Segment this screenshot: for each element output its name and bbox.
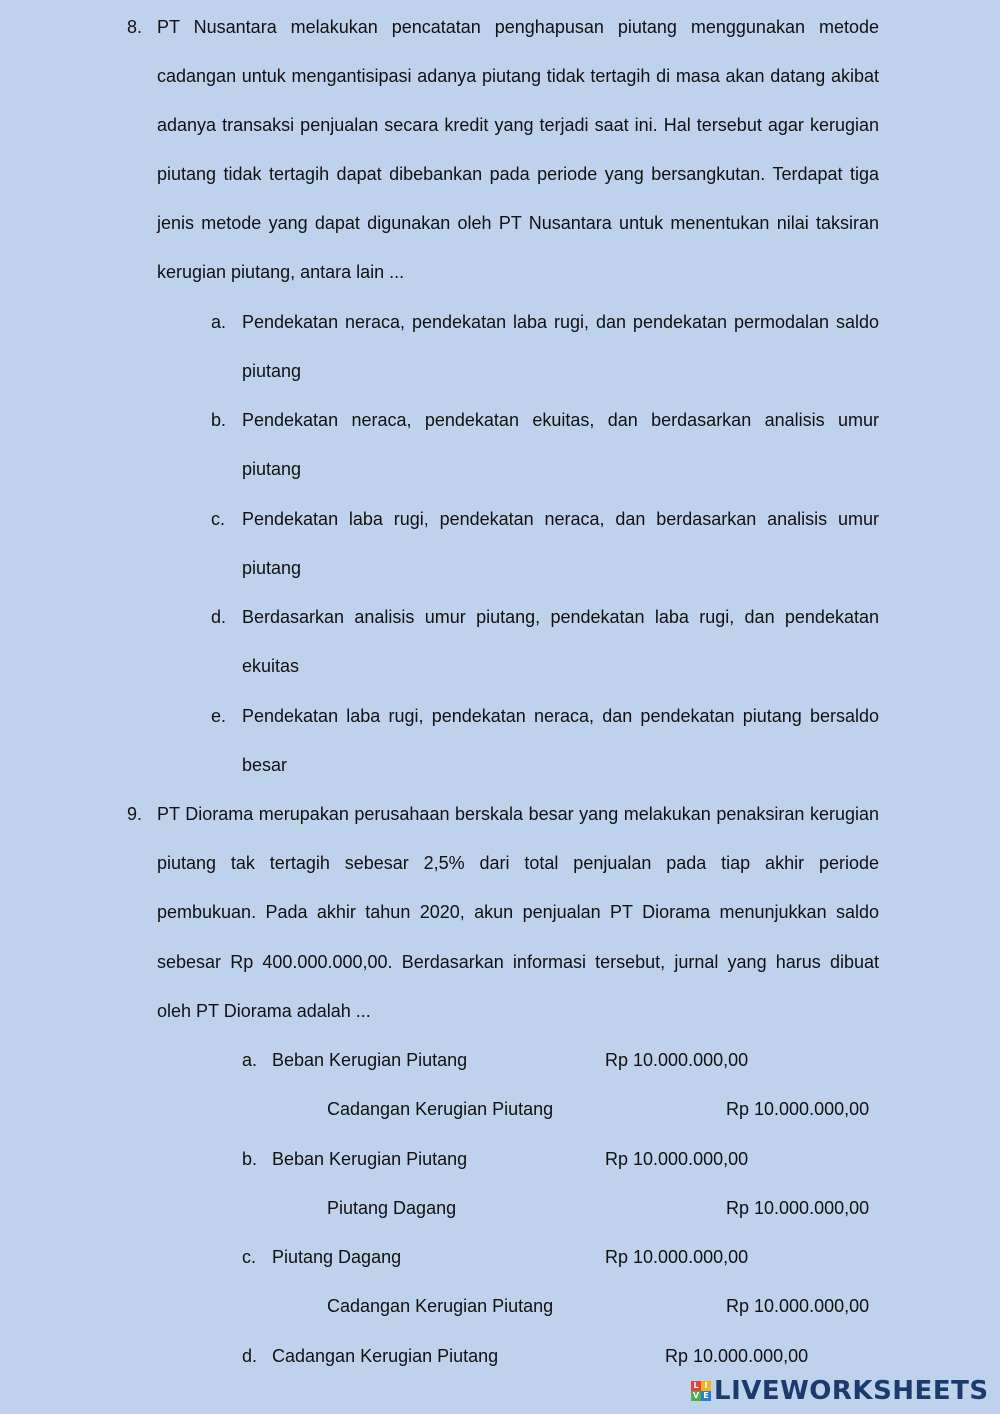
credit-amount: Rp 10.000.000,00 xyxy=(726,1099,870,1119)
option-letter: d. xyxy=(211,607,227,627)
question-8-line-1: PT Nusantara melakukan pencatatan penghapusan piutang menggunakan metode xyxy=(157,17,879,37)
question-8-line-6: kerugian piutang, antara lain ... xyxy=(157,262,405,282)
debit-account: Beban Kerugian Piutang xyxy=(272,1149,468,1169)
option-text: Pendekatan laba rugi, pendekatan neraca, dan berdasarkan analisis umur xyxy=(242,509,879,529)
option-letter: a. xyxy=(211,312,227,332)
logo-tile-e: E xyxy=(701,1391,711,1401)
question-9-line-2: piutang tak tertagih sebesar 2,5% dari total penjualan pada tiap akhir periode xyxy=(157,853,879,873)
question-9-line-5: oleh PT Diorama adalah ... xyxy=(157,1001,371,1021)
liveworksheets-brand-text: LIVEWORKSHEETS xyxy=(714,1376,989,1406)
debit-account: Beban Kerugian Piutang xyxy=(272,1050,468,1070)
option-text: Pendekatan neraca, pendekatan ekuitas, dan berdasarkan analisis umur xyxy=(242,410,879,430)
credit-amount: Rp 10.000.000,00 xyxy=(726,1198,870,1218)
debit-account: Cadangan Kerugian Piutang xyxy=(272,1346,499,1366)
option-letter: b. xyxy=(242,1149,258,1169)
question-8-line-2: cadangan untuk mengantisipasi adanya piutang tidak tertagih di masa akan datang akibat xyxy=(157,66,879,86)
logo-tile-i: I xyxy=(701,1381,711,1391)
question-8-line-3: adanya transaksi penjualan secara kredit yang terjadi saat ini. Hal tersebut agar kerugian xyxy=(157,115,879,135)
option-letter: d. xyxy=(242,1346,258,1366)
liveworksheets-logo[interactable] xyxy=(691,1375,989,1407)
debit-amount: Rp 10.000.000,00 xyxy=(605,1050,749,1070)
question-9-number: 9. xyxy=(127,804,143,824)
question-8-line-4: piutang tidak tertagih dapat dibebankan pada periode yang bersangkutan. Terdapat tiga xyxy=(157,164,879,184)
question-8-line-5: jenis metode yang dapat digunakan oleh PT Nusantara untuk menentukan nilai taksiran xyxy=(157,213,879,233)
question-9-line-3: pembukuan. Pada akhir tahun 2020, akun penjualan PT Diorama menunjukkan saldo xyxy=(157,902,879,922)
question-9-line-4: sebesar Rp 400.000.000,00. Berdasarkan informasi tersebut, jurnal yang harus dibuat xyxy=(157,952,879,972)
debit-amount: Rp 10.000.000,00 xyxy=(605,1149,749,1169)
debit-account: Piutang Dagang xyxy=(272,1247,402,1267)
credit-account: Cadangan Kerugian Piutang xyxy=(327,1099,554,1119)
option-text-cont: besar xyxy=(242,755,288,775)
credit-account: Piutang Dagang xyxy=(327,1198,457,1218)
credit-amount: Rp 10.000.000,00 xyxy=(726,1296,870,1316)
option-letter: a. xyxy=(242,1050,258,1070)
logo-tile-v: V xyxy=(692,1391,700,1400)
option-letter: b. xyxy=(211,410,227,430)
question-9-line-1: PT Diorama merupakan perusahaan berskala besar yang melakukan penaksiran kerugian xyxy=(157,804,879,824)
logo-tile-l: L xyxy=(691,1381,701,1391)
question-8-number: 8. xyxy=(127,17,143,37)
option-text-cont: piutang xyxy=(242,558,302,578)
credit-account: Cadangan Kerugian Piutang xyxy=(327,1296,554,1316)
option-text: Berdasarkan analisis umur piutang, pendekatan laba rugi, dan pendekatan xyxy=(242,607,879,627)
liveworksheets-logo-icon xyxy=(691,1381,711,1401)
option-text-cont: ekuitas xyxy=(242,656,300,676)
option-letter: e. xyxy=(211,706,227,726)
option-letter: c. xyxy=(242,1247,257,1267)
option-text-cont: piutang xyxy=(242,361,302,381)
option-text-cont: piutang xyxy=(242,459,302,479)
debit-amount: Rp 10.000.000,00 xyxy=(665,1346,809,1366)
debit-amount: Rp 10.000.000,00 xyxy=(605,1247,749,1267)
option-text: Pendekatan laba rugi, pendekatan neraca, dan pendekatan piutang bersaldo xyxy=(242,706,879,726)
option-letter: c. xyxy=(211,509,226,529)
option-text: Pendekatan neraca, pendekatan laba rugi, dan pendekatan permodalan saldo xyxy=(242,312,879,332)
